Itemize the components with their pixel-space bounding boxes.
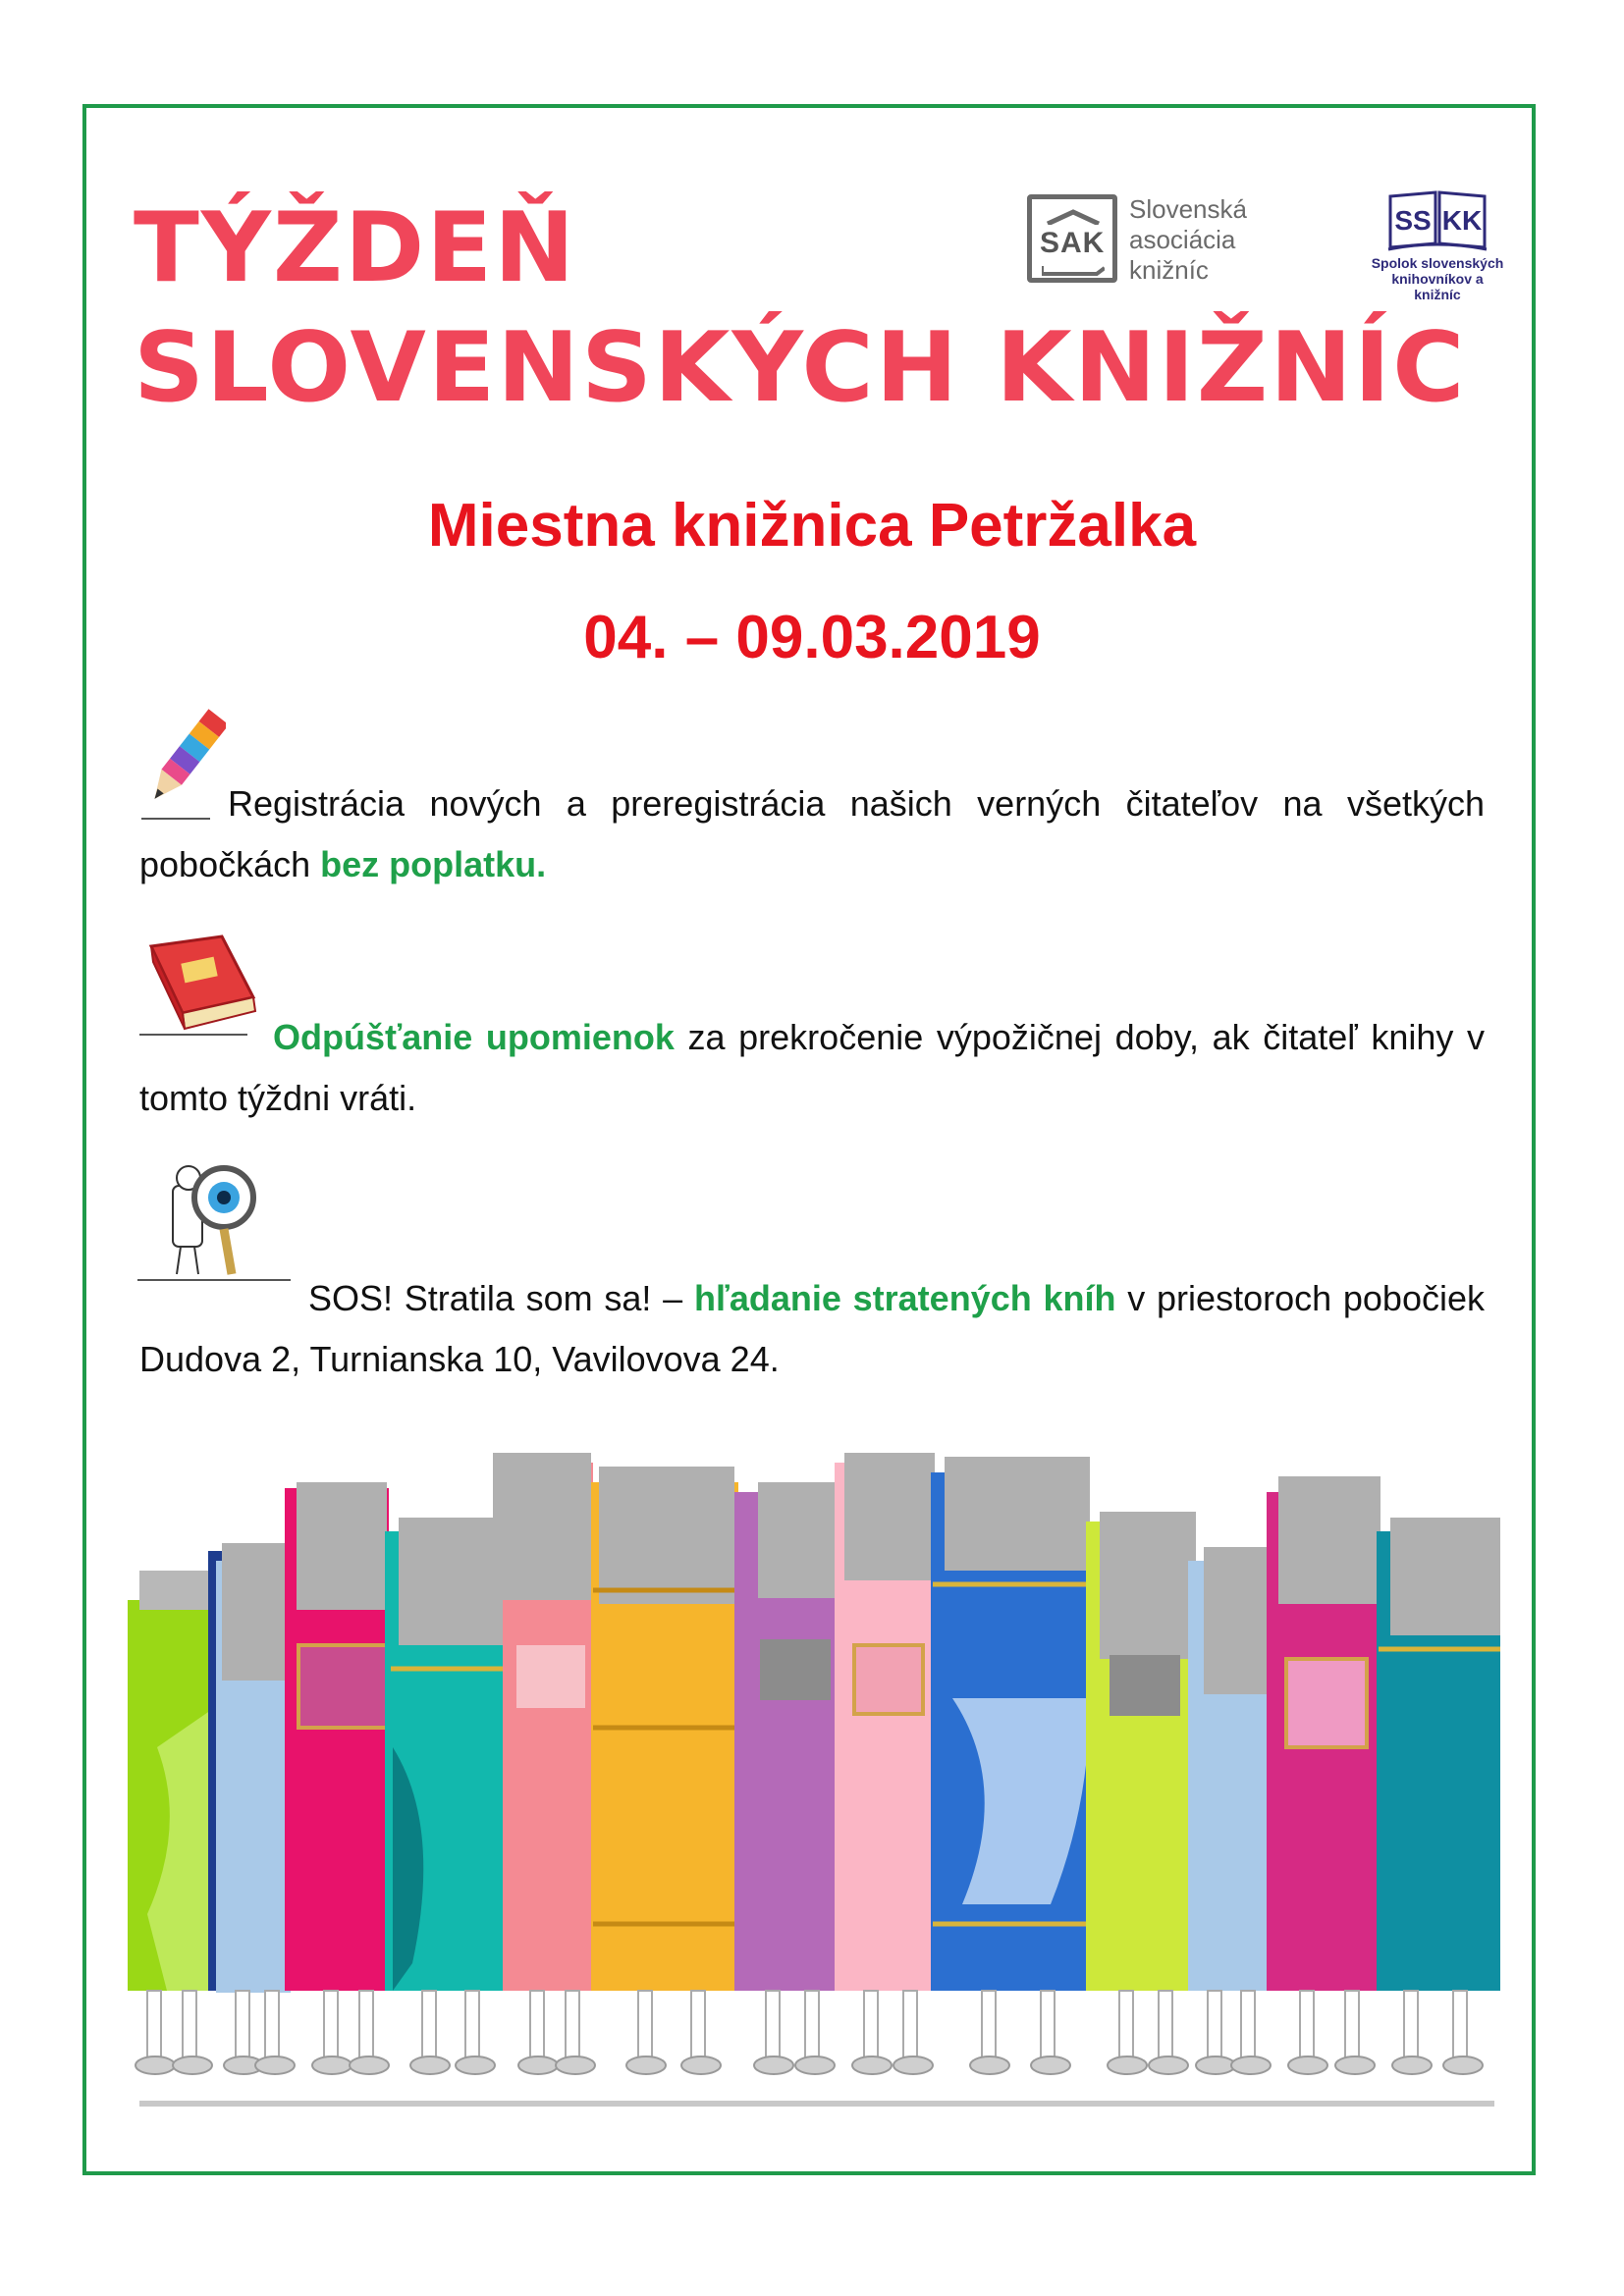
house-roof-icon [1046,209,1101,225]
sak-name-line: Slovenská [1129,194,1247,224]
sak-logo [1027,194,1292,289]
sskk-caption-line: Spolok slovenských [1371,255,1504,271]
sak-logo-mark [1027,194,1117,283]
item-text: v priestoroch pobočiek Dudova 2, Turnianska 10, Vavilovova 24. [139,1278,1485,1379]
title-line-2: SLOVENSKÝCH KNIŽNÍC [134,312,1467,424]
legs [147,1991,1467,2059]
item-lost-books [139,1268,1485,1390]
item-text: Registrácia nových a preregistrácia našich verných čitateľov na všetkých pobočkách [139,783,1485,884]
book-people-illustration [128,1453,1522,2101]
item-highlight: bez poplatku. [320,844,547,884]
item-registration [139,774,1485,895]
item-highlight: hľadanie stratených kníh [693,1278,1116,1318]
sak-book-line-icon [1042,264,1105,278]
item-text: za prekročenie výpožičnej doby, ak čitateľ knihy v tomto týždni vráti. [139,1017,1486,1118]
item-fines [139,1007,1485,1129]
sskk-left-letters: SS [1394,205,1432,236]
shoes [135,2056,1483,2074]
sskk-caption [1369,255,1506,302]
sskk-right-letters: KK [1441,205,1483,236]
event-dates: 04. – 09.03.2019 [583,604,1041,671]
library-name: Miestna knižnica Petržalka [427,492,1197,560]
sak-abbr: SAK [1040,227,1106,259]
sskk-open-book-icon [1386,188,1489,253]
sskk-caption-line: knihovníkov a knižníc [1391,271,1484,302]
sak-name-line: asociácia [1129,225,1236,254]
item-highlight: Odpúšťanie upomienok [273,1017,675,1057]
sak-name [1129,194,1247,286]
sak-name-line: knižníc [1129,255,1209,285]
magnifier-man-icon [137,1148,295,1288]
ground-line [139,2101,1494,2107]
item-text: SOS! Stratila som sa! – [308,1278,694,1318]
title-line-1: TÝŽDEŇ [134,192,577,304]
books-row [128,1453,1500,1993]
sskk-logo [1369,188,1506,302]
